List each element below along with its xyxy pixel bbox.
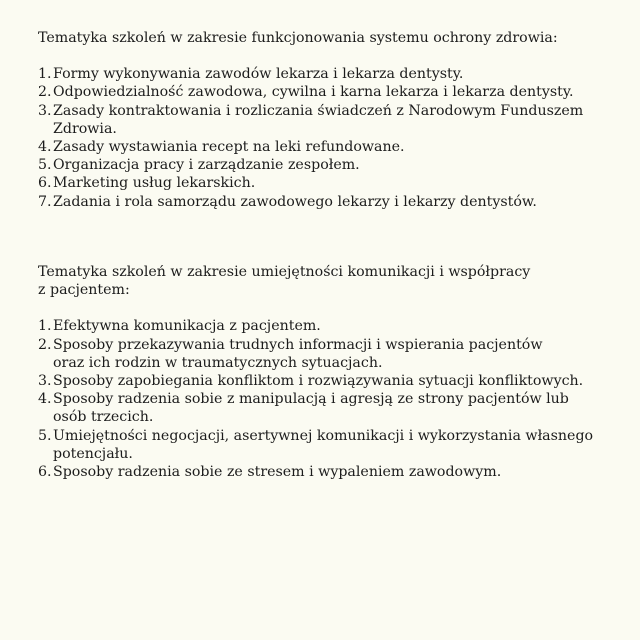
item-text-line: Sposoby przekazywania trudnych informacji i wspierania pacjentów <box>53 336 543 353</box>
item-text <box>53 174 598 192</box>
item-number: 5. <box>38 157 52 174</box>
item-text-line: Efektywna komunikacja z pacjentem. <box>53 318 321 335</box>
list-item <box>38 317 598 335</box>
list-item <box>38 138 598 156</box>
list-item <box>38 427 598 463</box>
item-text-line: Sposoby zapobiegania konfliktom i rozwiązywania sytuacji konfliktowych. <box>53 373 584 390</box>
item-text <box>53 427 598 463</box>
item-text-line: Organizacja pracy i zarządzanie zespołem. <box>53 157 360 174</box>
item-number: 3. <box>38 102 52 119</box>
item-text-line: potencjału. <box>53 445 133 462</box>
section-heading <box>38 263 598 299</box>
item-number: 2. <box>38 336 52 353</box>
item-text-line: osób trzecich. <box>53 409 154 426</box>
section-health-system-topics <box>38 29 598 211</box>
item-number: 4. <box>38 391 52 408</box>
item-text <box>53 390 598 426</box>
section-heading: Tematyka szkoleń w zakresie funkcjonowania systemu ochrony zdrowia: <box>38 30 558 46</box>
item-text-line: Formy wykonywania zawodów lekarza i lekarza dentysty. <box>53 66 464 83</box>
section-communication-topics <box>38 263 598 481</box>
item-text <box>53 463 598 481</box>
item-text <box>53 193 598 211</box>
item-number: 6. <box>38 175 52 192</box>
item-text <box>53 138 598 156</box>
item-text-line: Sposoby radzenia sobie z manipulacją i agresją ze strony pacjentów lub <box>53 391 569 408</box>
item-number: 5. <box>38 427 52 444</box>
topic-list <box>38 65 598 211</box>
item-text <box>53 156 598 174</box>
list-item <box>38 83 598 101</box>
item-number: 3. <box>38 373 52 390</box>
item-text <box>53 336 598 372</box>
list-item <box>38 174 598 192</box>
item-text-line: oraz ich rodzin w traumatycznych sytuacjach. <box>53 354 383 371</box>
item-text-line: Odpowiedzialność zawodowa, cywilna i karna lekarza i lekarza dentysty. <box>53 84 574 101</box>
list-item <box>38 336 598 372</box>
section-heading-line: z pacjentem: <box>38 282 130 299</box>
item-text <box>53 317 598 335</box>
item-text-line: Zadania i rola samorządu zawodowego lekarzy i lekarzy dentystów. <box>53 193 537 210</box>
list-item <box>38 390 598 426</box>
section-heading-line: Tematyka szkoleń w zakresie umiejętności komunikacji i współpracy <box>38 264 531 280</box>
item-text-line: Marketing usług lekarskich. <box>53 175 256 192</box>
topic-list <box>38 317 598 481</box>
item-text-line: Sposoby radzenia sobie ze stresem i wypaleniem zawodowym. <box>53 464 502 481</box>
item-text-line: Zdrowia. <box>53 120 117 137</box>
item-text <box>53 372 598 390</box>
list-item <box>38 372 598 390</box>
item-number: 6. <box>38 464 52 481</box>
list-item <box>38 463 598 481</box>
item-number: 4. <box>38 139 52 156</box>
item-number: 1. <box>38 318 52 335</box>
list-item <box>38 65 598 83</box>
item-text <box>53 83 598 101</box>
list-item <box>38 193 598 211</box>
item-number: 1. <box>38 66 52 83</box>
item-text <box>53 102 598 138</box>
item-text-line: Zasady wystawiania recept na leki refundowane. <box>53 139 405 156</box>
list-item <box>38 156 598 174</box>
item-number: 7. <box>38 193 52 210</box>
item-text-line: Umiejętności negocjacji, asertywnej komunikacji i wykorzystania własnego <box>53 427 594 444</box>
list-item <box>38 102 598 138</box>
item-number: 2. <box>38 84 52 101</box>
item-text <box>53 65 598 83</box>
item-text-line: Zasady kontraktowania i rozliczania świadczeń z Narodowym Funduszem <box>53 102 584 119</box>
